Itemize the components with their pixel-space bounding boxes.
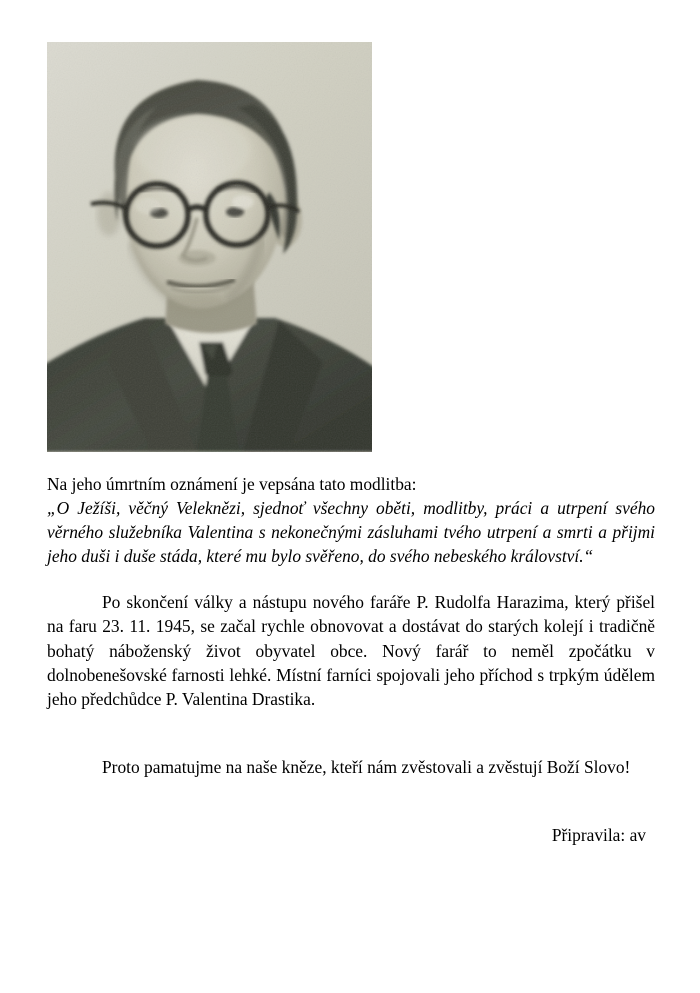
paragraph-post-war: Po skončení války a nástupu nového faráře P. Rudolfa Harazima, který přišel na faru 23. 11. 1945, se začal rychle obnovovat a dostávat do starých kolejí i tradičně bohatý náboženský život obyvatel obce. Nový farář to neměl zpočátku v dolnobenešovské farnosti lehké. Místní farníci spojovali jeho příchod s trpkým údělem jeho předchůdce P. Valentina Drastika. xyxy=(47,592,655,709)
document-text-column xyxy=(47,472,655,847)
portrait-photograph xyxy=(47,42,372,452)
paragraph-spacer xyxy=(47,711,655,755)
prayer-quote: „O Ježíši, věčný Veleknězi, sjednoť všechny oběti, modlitby, práci a utrpení svého věrného služebníka Valentina s nekonečnými zásluhami tvého utrpení a smrti a přijmi jeho duši i duše stáda, které mu bylo svěřeno, do svého nebeského království.“ xyxy=(47,498,655,567)
lead-line: Na jeho úmrtním oznámení je vepsána tato modlitba: xyxy=(47,474,417,494)
signature-line: Připravila: av xyxy=(551,824,646,845)
paragraph-spacer xyxy=(47,568,655,590)
paragraph-closing: Proto pamatujme na naše kněze, kteří nám zvěstovali a zvěstují Boží Slovo! xyxy=(102,756,631,777)
portrait-photograph-image xyxy=(47,42,372,452)
signature-spacer xyxy=(47,779,655,823)
